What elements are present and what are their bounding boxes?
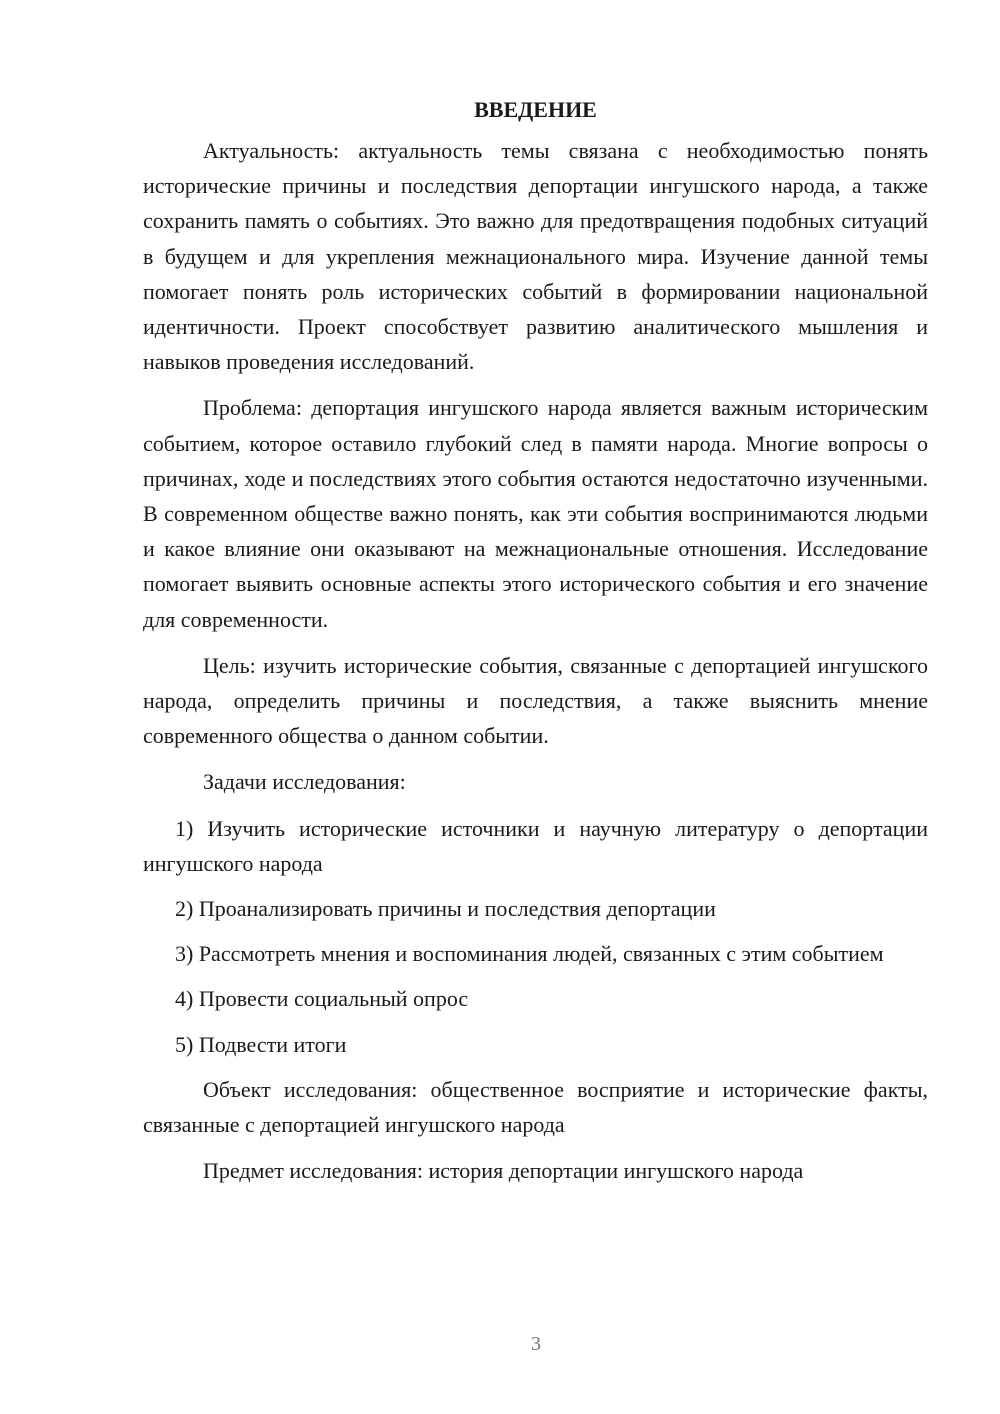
paragraph-goal: Цель: изучить исторические события, связанные с депортацией ингушского народа, определить причины и последствия, а также выяснить мнение современного общества о данном событии. — [143, 652, 928, 749]
document-page — [143, 92, 928, 1199]
paragraph-object: Объект исследования: общественное восприятие и исторические факты, связанные с депортацией ингушского народа — [143, 1076, 928, 1138]
task-item-1: 1) Изучить исторические источники и научную литературу о депортации ингушского народа — [143, 815, 928, 876]
paragraph-relevance: Актуальность: актуальность темы связана с необходимостью понять исторические причины и последствия депортации ингушского народа, а также сохранить память о событиях. Это важно для предотвращения подобных ситуаций в будущем и для укрепления межнационального мира. Изучение данной темы помогает понять роль исторических событий в формировании национальной идентичности. Проект способствует развитию аналитического мышления и навыков проведения исследований. — [143, 138, 928, 375]
task-item-2: 2) Проанализировать причины и последствия депортации — [175, 896, 716, 922]
task-item-5: 5) Подвести итоги — [175, 1031, 347, 1057]
paragraph-subject: Предмет исследования: история депортации ингушского народа — [203, 1158, 804, 1184]
task-item-4: 4) Провести социальный опрос — [175, 986, 469, 1012]
paragraph-problem: Проблема: депортация ингушского народа является важным историческим событием, которое оставило глубокий след в памяти народа. Многие вопросы о причинах, ходе и последствиях этого события остаются недостаточно изученными. В современном обществе важно понять, как эти события воспринимаются людьми и какое влияние они оказывают на межнациональные отношения. Исследование помогает выявить основные аспекты этого исторического события и его значение для современности. — [143, 395, 928, 632]
section-title: ВВЕДЕНИЕ — [474, 97, 597, 122]
page-number: 3 — [531, 1333, 541, 1355]
task-item-3: 3) Рассмотреть мнения и воспоминания людей, связанных с этим событием — [175, 941, 884, 967]
paragraph-tasks-heading: Задачи исследования: — [203, 769, 406, 795]
